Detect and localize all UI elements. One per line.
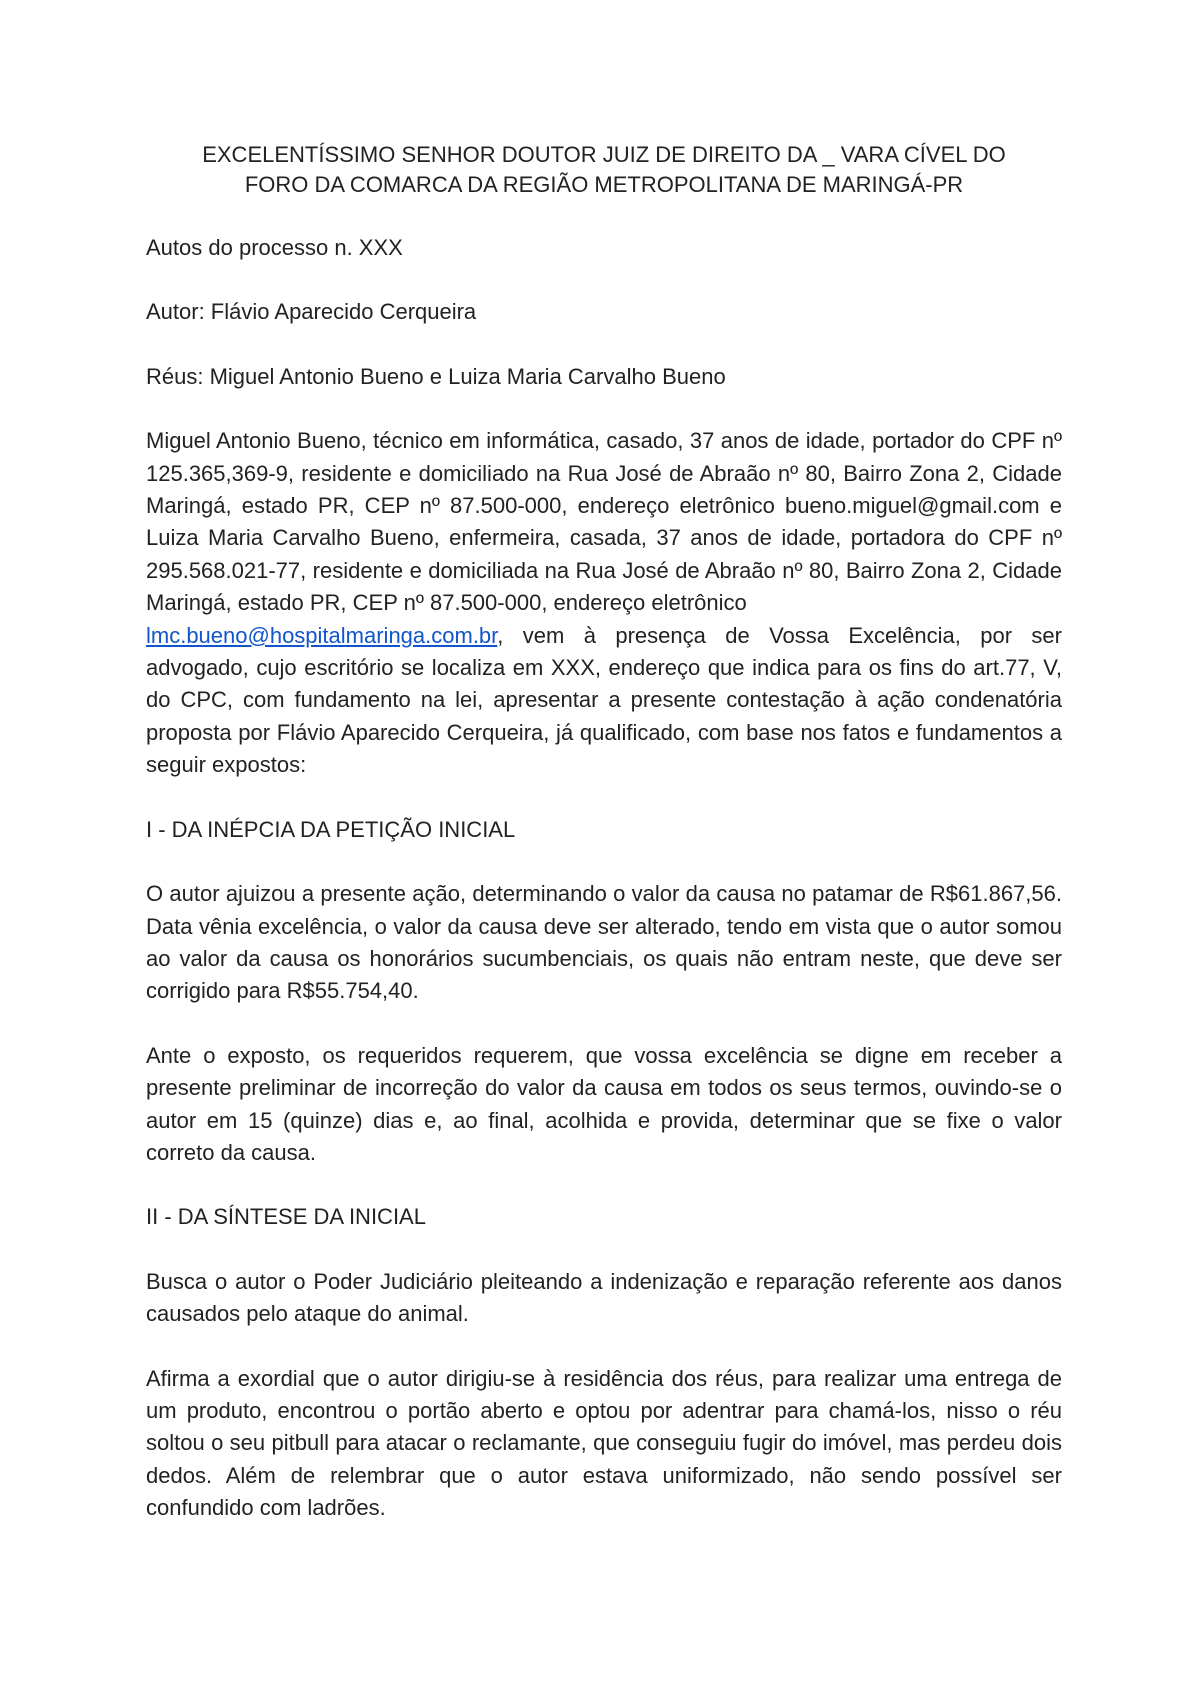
process-number: Autos do processo n. XXX — [146, 235, 403, 260]
qualification-text-2: , vem à presença de Vossa Excelência, por ser advogado, cujo escritório se localiza em XXX, endereço que indica para os fins do art.77, V, do CPC, com fundamento na lei, apresentar a presente contestação à ação condenatória proposta por Flávio Aparecido Cerqueira, já qualificado, com base nos fatos e fundamentos a seguir expostos: — [146, 622, 1062, 778]
section-1-paragraph-1: O autor ajuizou a presente ação, determinando o valor da causa no patamar de R$61.867,56. Data vênia excelência, o valor da causa deve ser alterado, tendo em vista que o autor somou ao valor da causa os honorários sucumbenciais, os quais não entram neste, que deve ser corrigido para R$55.754,40. — [146, 881, 1062, 1004]
title-line-2: FORO DA COMARCA DA REGIÃO METROPOLITANA DE MARINGÁ-PR — [244, 172, 964, 197]
email-link[interactable]: lmc.bueno@hospitalmaringa.com.br — [146, 622, 498, 648]
section-1-heading: I - DA INÉPCIA DA PETIÇÃO INICIAL — [146, 816, 516, 842]
qualification-text-1: Miguel Antonio Bueno, técnico em informática, casado, 37 anos de idade, portador do CPF nº 125.365,369-9, residente e domiciliado na Rua José de Abraão nº 80, Bairro Zona 2, Cidade Maringá, estado PR, CEP nº 87.500-000, endereço eletrônico bueno.miguel@gmail.com e Luiza Maria Carvalho Bueno, enfermeira, casada, 37 anos de idade, portadora do CPF nº 295.568.021-77, residente e domiciliada na Rua José de Abraão nº 80, Bairro Zona 2, Cidade Maringá, estado PR, CEP nº 87.500-000, endereço eletrônico — [146, 428, 1062, 616]
section-2-paragraph-1: Busca o autor o Poder Judiciário pleiteando a indenização e reparação referente aos danos causados pelo ataque do animal. — [146, 1268, 1062, 1327]
section-2-paragraph-2: Afirma a exordial que o autor dirigiu-se à residência dos réus, para realizar uma entrega de um produto, encontrou o portão aberto e optou por adentrar para chamá-los, nisso o réu soltou o seu pitbull para atacar o reclamante, que conseguiu fugir do imóvel, mas perdeu dois dedos. Além de relembrar que o autor estava uniformizado, não sendo possível ser confundido com ladrões. — [146, 1365, 1062, 1521]
section-2-heading: II - DA SÍNTESE DA INICIAL — [146, 1204, 426, 1230]
title-line-1: EXCELENTÍSSIMO SENHOR DOUTOR JUIZ DE DIREITO DA _ VARA CÍVEL DO — [202, 142, 1006, 167]
author-line: Autor: Flávio Aparecido Cerqueira — [146, 299, 477, 325]
document-page — [146, 140, 1062, 1557]
document-title — [146, 140, 1062, 200]
qualification-paragraph — [146, 425, 1062, 781]
section-1-paragraph-2: Ante o exposto, os requeridos requerem, que vossa excelência se digne em receber a presente preliminar de incorreção do valor da causa em todos os seus termos, ouvindo-se o autor em 15 (quinze) dias e, ao final, acolhida e provida, determinar que se fixe o valor correto da causa. — [146, 1042, 1062, 1165]
defendants-line: Réus: Miguel Antonio Bueno e Luiza Maria Carvalho Bueno — [146, 363, 726, 389]
